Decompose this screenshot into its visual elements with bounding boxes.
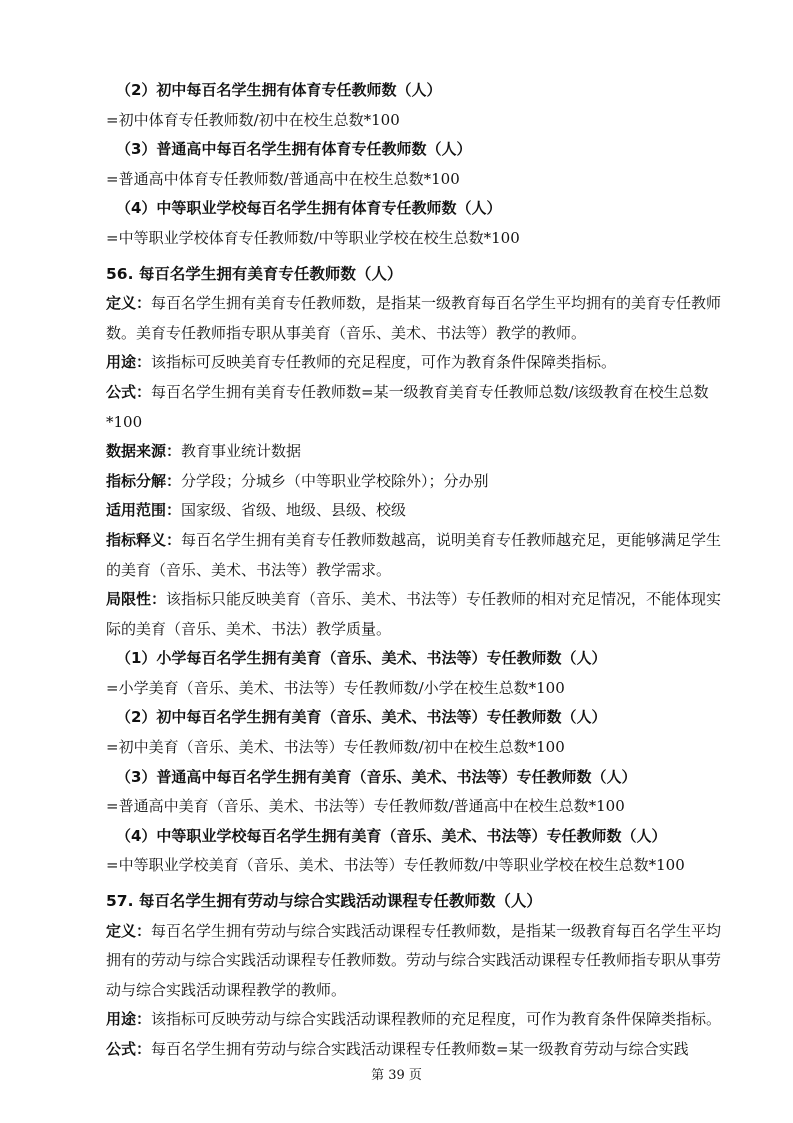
definition-text: 每百名学生拥有劳动与综合实践活动课程专任教师数，是指某一级教育每百名学生平均拥有的劳动与综合实践活动课程专任教师数。劳动与综合实践活动课程专任教师指专职从事劳动与综合实践活动课程教学的教师。 (106, 921, 722, 999)
subitem-formula: =普通高中体育专任教师数/普通高中在校生总数*100 (106, 169, 460, 188)
subitem-formula: =中等职业学校美育（音乐、美术、书法等）专任教师数/中等职业学校在校生总数*100 (106, 856, 685, 875)
formula-paragraph (106, 378, 726, 437)
definition-label: 定义： (106, 294, 152, 313)
subitem-formula: =初中美育（音乐、美术、书法等）专任教师数/初中在校生总数*100 (106, 738, 565, 757)
formula-paragraph (106, 1035, 726, 1065)
subitem-formula: =小学美育（音乐、美术、书法等）专任教师数/小学在校生总数*100 (106, 678, 565, 697)
subitem-heading: （1）小学每百名学生拥有美育（音乐、美术、书法等）专任教师数（人） (116, 649, 607, 668)
subitem-heading: （2）初中每百名学生拥有体育专任教师数（人） (116, 81, 442, 99)
formula-text: 每百名学生拥有美育专任教师数=某一级教育美育专任教师总数/该级教育在校生总数*100 (106, 382, 709, 431)
source-paragraph (106, 437, 726, 467)
subitem-heading: （3）普通高中每百名学生拥有美育（音乐、美术、书法等）专任教师数（人） (116, 767, 637, 786)
definition-paragraph (106, 289, 726, 348)
usage-text: 该指标可反映美育专任教师的充足程度，可作为教育条件保障类指标。 (151, 353, 617, 372)
usage-label: 用途： (106, 1010, 152, 1029)
subitem-heading: （4）中等职业学校每百名学生拥有美育（音乐、美术、书法等）专任教师数（人） (116, 826, 667, 845)
subitem-formula: =中等职业学校体育专任教师数/中等职业学校在校生总数*100 (106, 228, 520, 247)
section-title: 57. 每百名学生拥有劳动与综合实践活动课程专任教师数（人） (106, 892, 542, 911)
scope-text: 国家级、省级、地级、县级、校级 (181, 501, 407, 520)
limitation-paragraph (106, 585, 726, 644)
subitem-heading: （2）初中每百名学生拥有美育（音乐、美术、书法等）专任教师数（人） (116, 708, 607, 727)
usage-text: 该指标可反映劳动与综合实践活动课程教师的充足程度，可作为教育条件保障类指标。 (151, 1010, 722, 1029)
limitation-text: 该指标只能反映美育（音乐、美术、书法等）专任教师的相对充足情况，不能体现实际的美育（音乐、美术、书法）教学质量。 (106, 590, 722, 638)
usage-paragraph (106, 1005, 726, 1035)
page-number: 第 39 页 (371, 1068, 422, 1083)
source-label: 数据来源： (106, 442, 182, 461)
formula-label: 公式： (106, 1040, 152, 1058)
interpretation-label: 指标释义： (106, 530, 182, 549)
subitem-formula: =普通高中美育（音乐、美术、书法等）专任教师数/普通高中在校生总数*100 (106, 797, 625, 816)
section-title: 56. 每百名学生拥有美育专任教师数（人） (106, 264, 403, 283)
subitem-heading: （4）中等职业学校每百名学生拥有体育专任教师数（人） (116, 199, 502, 218)
scope-label: 适用范围： (106, 501, 182, 520)
source-text: 教育事业统计数据 (181, 442, 302, 461)
page-content (106, 76, 726, 1065)
formula-label: 公式： (106, 382, 152, 401)
usage-paragraph (106, 348, 726, 378)
scope-paragraph (106, 496, 726, 526)
subitem-formula: =初中体育专任教师数/初中在校生总数*100 (106, 110, 400, 129)
breakdown-label: 指标分解： (106, 471, 182, 490)
formula-text: 每百名学生拥有劳动与综合实践活动课程专任教师数=某一级教育劳动与综合实践 (151, 1040, 689, 1058)
limitation-label: 局限性： (106, 590, 167, 609)
interpretation-text: 每百名学生拥有美育专任教师数越高，说明美育专任教师越充足，更能够满足学生的美育（音乐、美术、书法等）教学需求。 (106, 530, 722, 579)
definition-text: 每百名学生拥有美育专任教师数，是指某一级教育每百名学生平均拥有的美育专任教师数。美育专任教师指专职从事美育（音乐、美术、书法等）教学的教师。 (106, 294, 722, 342)
definition-label: 定义： (106, 921, 152, 940)
subitem-heading: （3）普通高中每百名学生拥有体育专任教师数（人） (116, 140, 472, 159)
usage-label: 用途： (106, 353, 152, 372)
breakdown-paragraph (106, 467, 726, 497)
interpretation-paragraph (106, 526, 726, 585)
breakdown-text: 分学段；分城乡（中等职业学校除外）；分办别 (181, 471, 489, 490)
definition-paragraph (106, 917, 726, 1006)
